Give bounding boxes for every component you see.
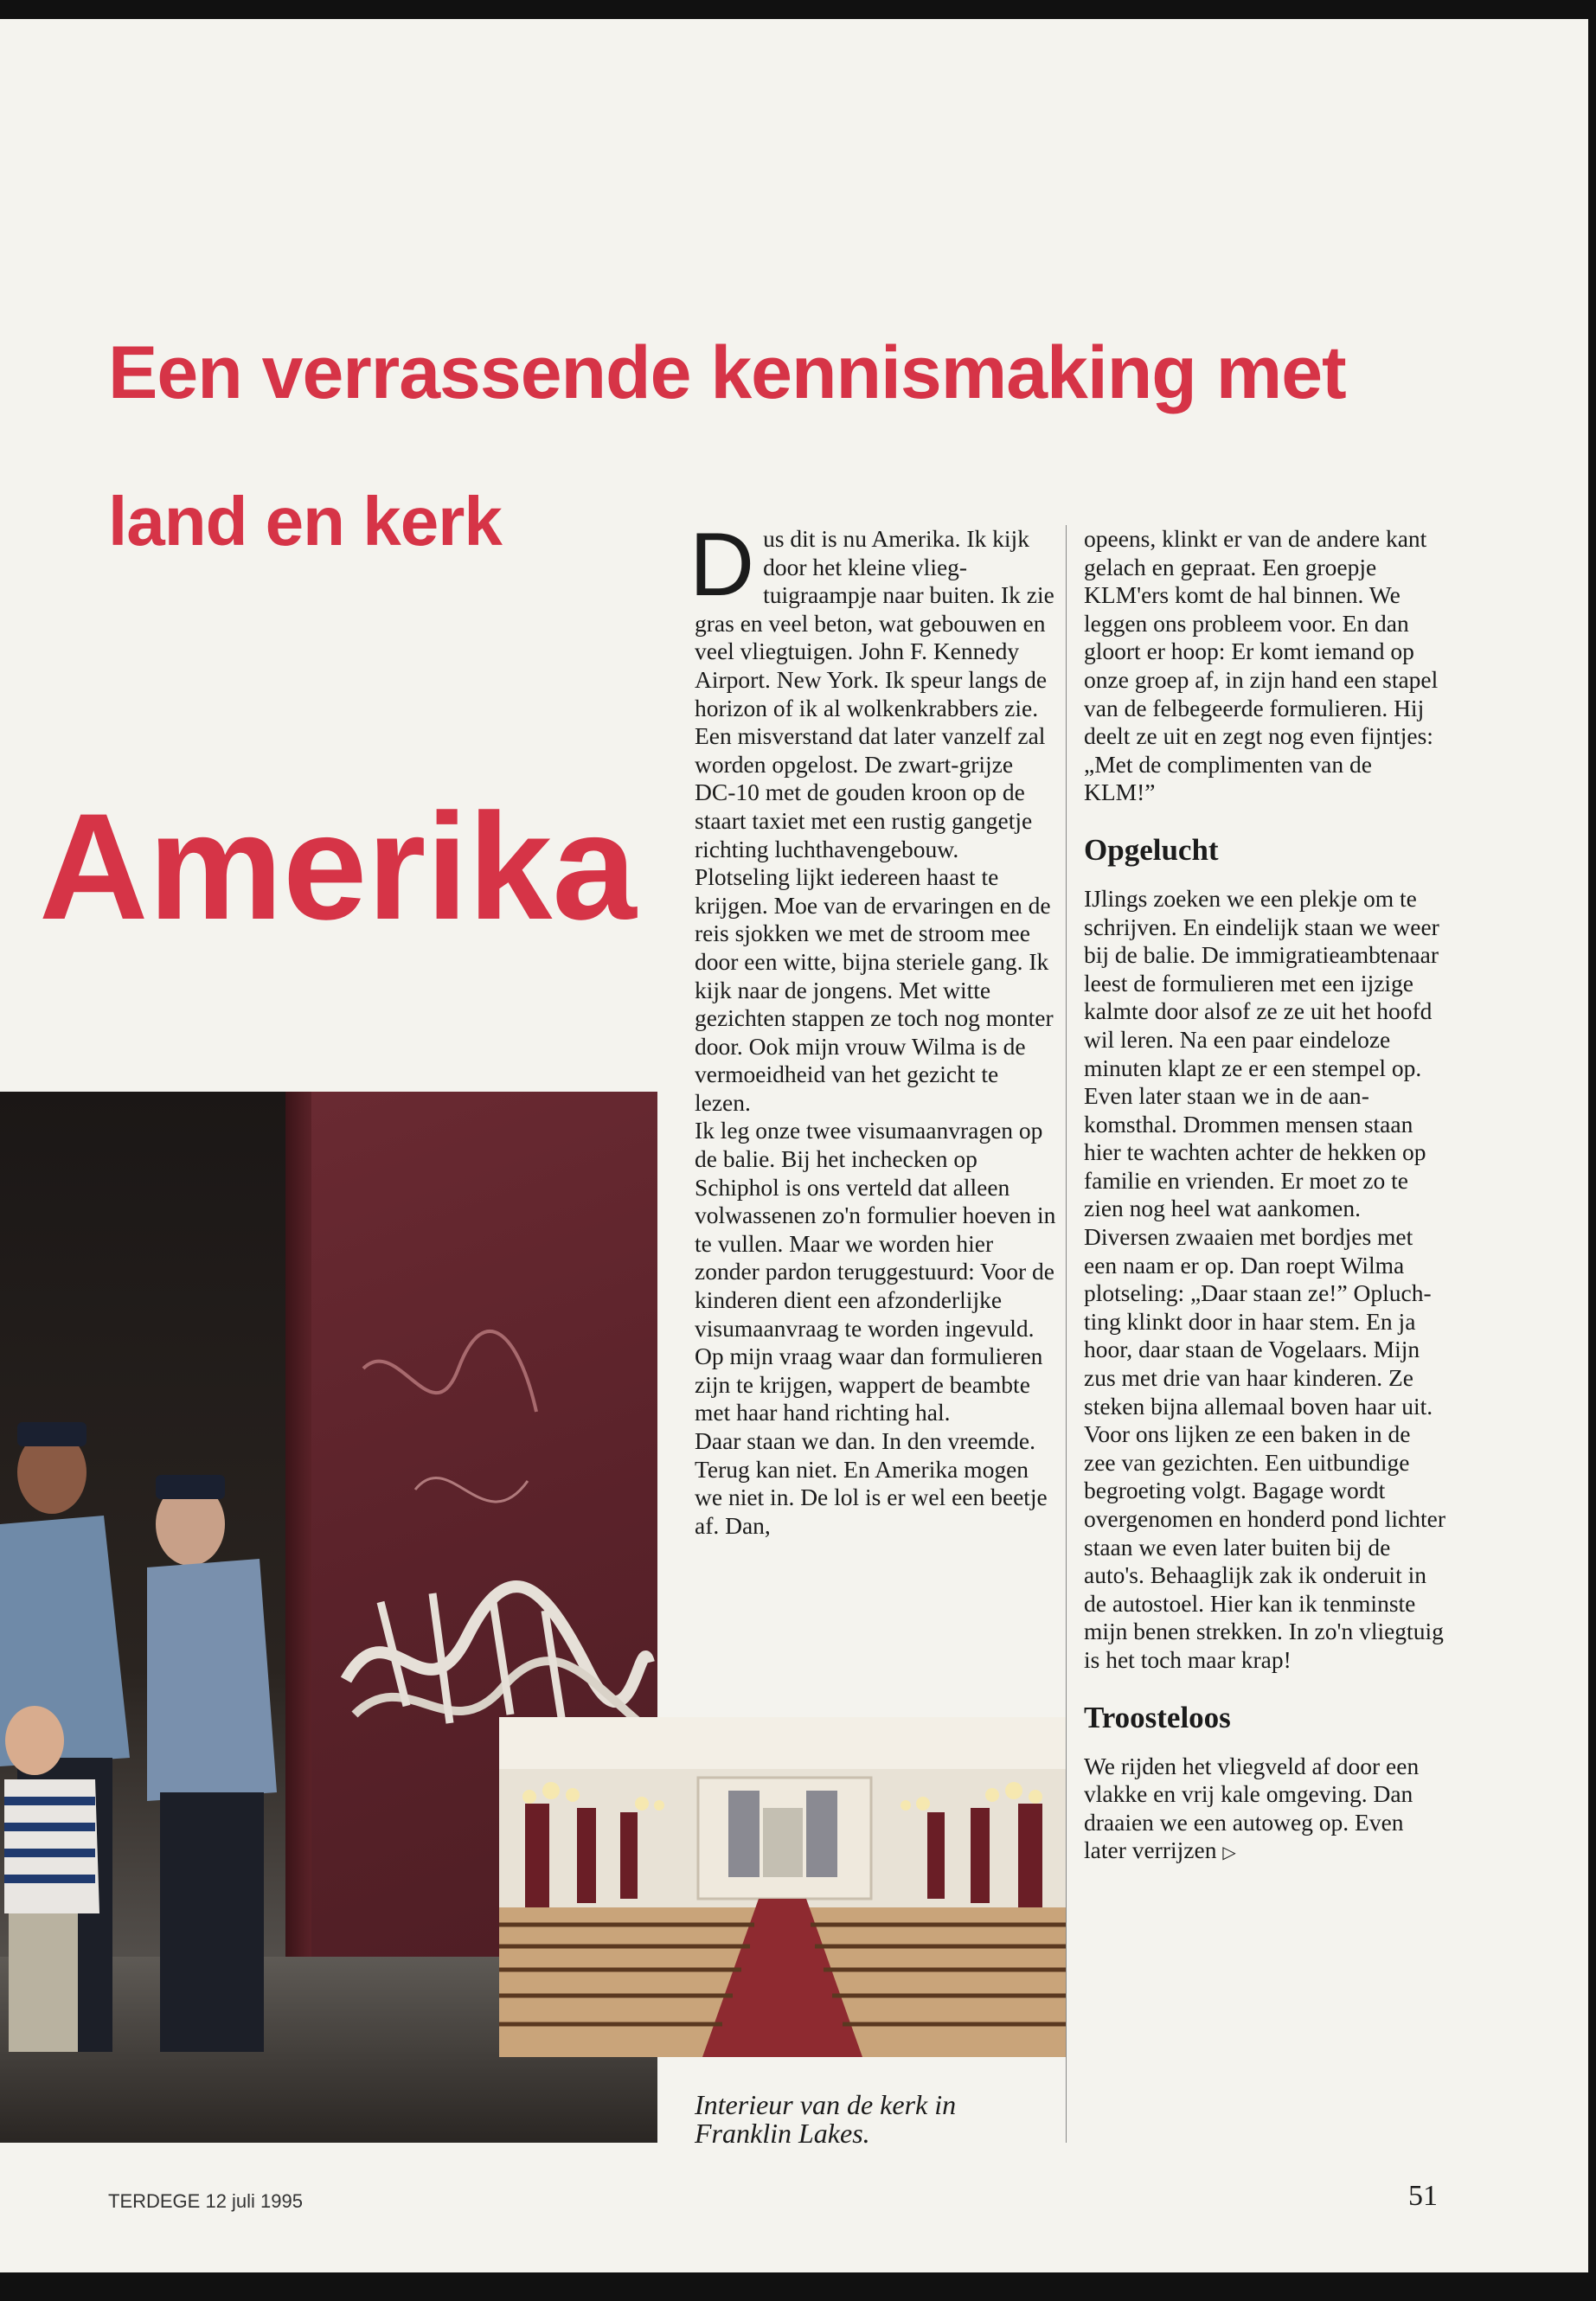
headline-amerika: Amerika [39,783,637,952]
magazine-page [0,19,1588,2272]
headline-line-1: Een verrassende kennismaking met [108,331,1346,414]
church-interior-illustration [499,1717,1066,2057]
photo-church-interior [499,1717,1066,2057]
article-column-2 [1084,525,1447,1867]
publication-footer: TERDEGE 12 juli 1995 [108,2190,303,2212]
paragraph: IJlings zoeken we een plekje om te schrijven. En eindelijk staan we weer bij de balie. De immigratieambtenaar leest de formulieren met een ijzige kalmte door alsof ze ze uit het hoofd wil leren. Na een paar eindeloze minuten klapt ze er een stempel op. [1084,884,1439,1081]
paragraph [1084,1753,1447,1867]
graffiti-art [329,1317,657,1766]
scan-edge [1588,0,1596,2301]
officers-and-boy [0,1308,294,2061]
continue-arrow-icon: ▷ [1222,1842,1236,1863]
paragraph-text: We rijden het vliegveld af door een vlakke en vrij kale omgeving. Dan draaien we een autoweg op. Even later verrijzen [1084,1752,1420,1864]
column-divider [1066,525,1067,2143]
photo-caption: Interieur van de kerk in Franklin Lakes. [695,2089,957,2149]
subheading-opgelucht: Opgelucht [1084,832,1219,867]
paragraph: us dit is nu Amerika. Ik kijk door het kleine vliegtuigraampje naar buiten. Ik zie gras en veel beton, wat gebouwen en veel vliegtuigen. John F. Kennedy Airport. New York. Ik speur langs de horizon of ik al wolkenkrabbers zie. Een misverstand dat later vanzelf zal worden opgelost. De zwart-grijze DC-10 met de gouden kroon op de staart taxiet met een rustig gangetje richting luchthavengebouw. Plotseling lijkt iedereen haast te krijgen. Moe van de ervaringen en de reis sjokken we met de stroom mee door een witte, bijna steriele gang. Ik kijk naar de jongens. Met witte gezichten stappen ze toch nog monter door. Ook mijn vrouw Wilma is de vermoeidheid van het gezicht te lezen. [695,525,1054,1116]
subheading-troosteloos: Troosteloos [1084,1700,1231,1734]
paragraph: Ik leg onze twee visumaanvragen op de balie. Bij het inchecken op Schiphol is ons verteld dat alleen volwassenen zo'n formulier hoeven in te vullen. Maar we worden hier zonder pardon teruggestuurd: Voor de kinderen dient een afzonderlijke visumaanvraag te worden ingevuld. Op mijn vraag waar dan formulieren zijn te krijgen, wappert de beambte met haar hand richting hal. [695,1117,1056,1426]
paragraph: Even later staan we in de aankomsthal. Drommen mensen staan hier te wachten achter de hekken op familie en vrienden. Er moet zo te zien nog heel wat aankomen. Diversen zwaaien met bordjes met een naam er op. Dan roept Wilma plotseling: „Daar staan ze!” Opluchting klinkt door in haar stem. En ja hoor, daar staan de Vogelaars. Mijn zus met drie van haar kinderen. Ze steken bijna allemaal boven haar uit. Voor ons lijken ze een baken in de zee van gezichten. Een uitbundige begroeting volgt. Bagage wordt overgenomen en honderd pond lichter staan we even later buiten bij de auto's. Behaaglijk zak ik onderuit in de autostoel. Hier kan ik tenminste mijn benen strekken. In zo'n vliegtuig is het toch maar krap! [1084,1082,1445,1673]
drop-cap: D [689,515,755,615]
headline-line-2: land en kerk [108,483,502,560]
article-column-1 [689,515,1058,1540]
paragraph: opeens, klinkt er van de andere kant gelach en gepraat. Een groepje KLM'ers komt de hal binnen. We leggen ons probleem voor. En dan gloort er hoop: Er komt iemand op onze groep af, in zijn hand een stapel van de felbegeerde formulieren. Hij deelt ze uit en zegt nog even fijntjes: „Met de complimenten van de KLM!” [1084,525,1439,806]
page-number: 51 [1408,2180,1438,2212]
paragraph: Daar staan we dan. In den vreemde. Terug kan niet. En Amerika mogen we niet in. De lol is er wel een beetje af. Dan, [695,1427,1048,1539]
